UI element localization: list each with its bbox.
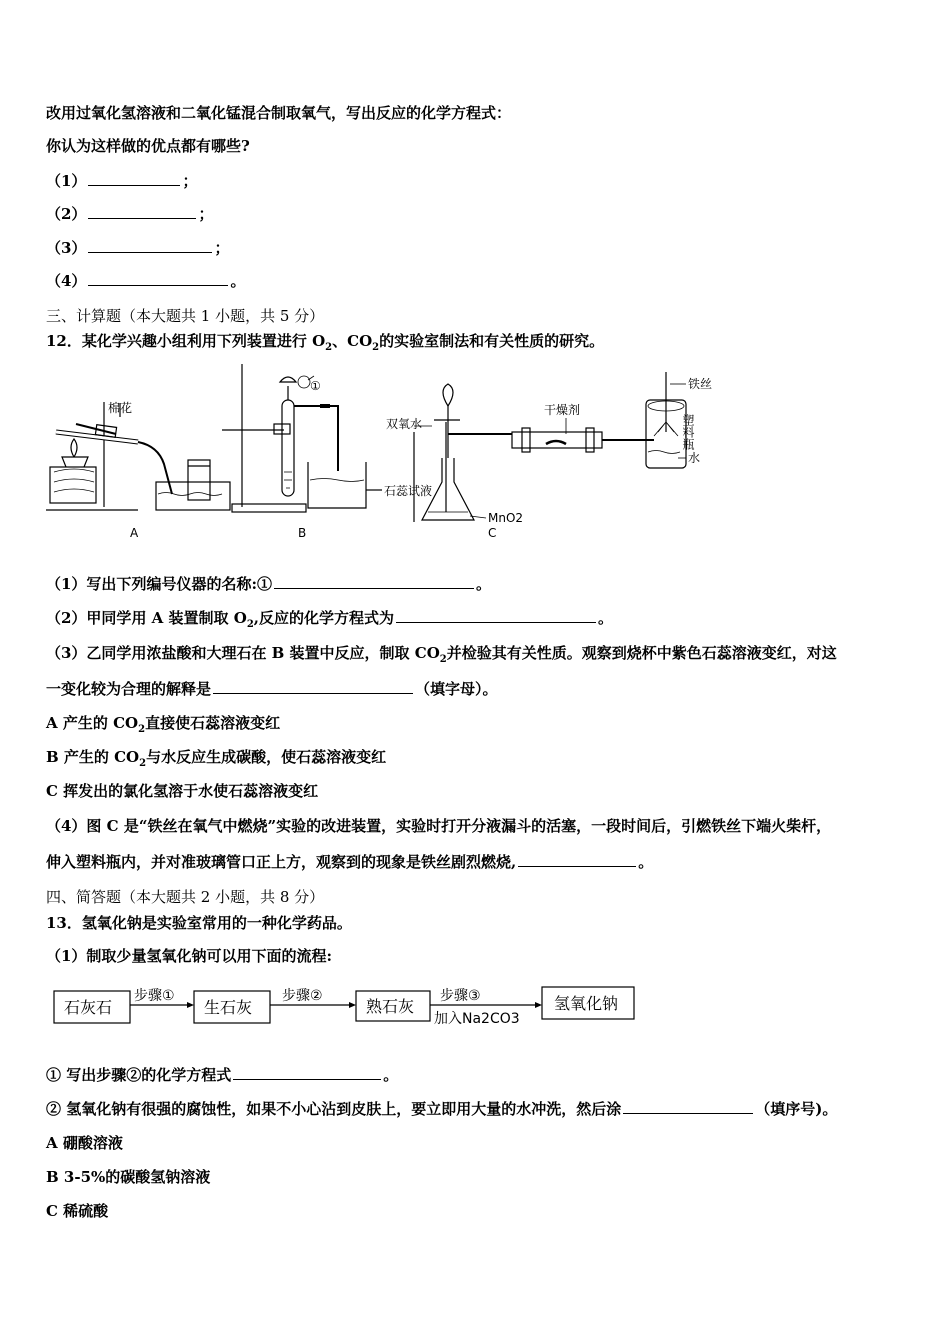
q13-question-2: ② 氢氧化钠有很强的腐蚀性，如果不小心沾到皮肤上，要立即用大量的水冲洗，然后涂 （填序号)。 <box>46 1100 838 1118</box>
answer-blank[interactable] <box>233 1065 381 1080</box>
advantage-item-3: （3） ； <box>46 239 230 257</box>
q12-part-4a: （4）图 C 是“铁丝在氧气中燃烧”实验的改进装置，实验时打开分液漏斗的活塞，一段时间后，引燃铁丝下端火柴杆， <box>46 817 832 835</box>
apparatus-b <box>222 364 382 512</box>
q12-part-3b: 一变化较为合理的解释是 （填字母）。 <box>46 680 498 698</box>
q12-part-4b: 伸入塑料瓶内，并对准玻璃管口正上方，观察到的现象是铁丝剧烈燃烧, 。 <box>46 853 654 871</box>
q13-option-a: A 硼酸溶液 <box>46 1134 123 1152</box>
arrow-head <box>535 1002 542 1008</box>
advantage-item-4: （4） 。 <box>46 272 246 290</box>
label-plastic-bottle: 塑料瓶 <box>681 414 695 450</box>
answer-blank[interactable] <box>518 852 636 867</box>
flow-step-3: 步骤③ <box>440 988 481 1004</box>
intro-line-2: 你认为这样做的优点都有哪些? <box>46 137 250 155</box>
q12-part-2: （2）甲同学用 A 装置制取 $O_2$,反应的化学方程式为 。 <box>46 609 614 630</box>
q13-stem: 13．氢氧化钠是实验室常用的一种化学药品。 <box>46 914 352 932</box>
label-circle-1: ① <box>310 379 321 393</box>
q12-stem: 12．某化学兴趣小组利用下列装置进行 $O_2$、$CO_2$的实验室制法和有关性质的研究。 <box>46 332 605 353</box>
label-iron-wire: 铁丝 <box>688 377 713 391</box>
flow-diagram <box>48 983 638 1029</box>
label-b: B <box>298 526 307 540</box>
label-litmus: 石蕊试液 <box>384 484 433 498</box>
arrow-head <box>187 1002 194 1008</box>
q13-option-b: B 3-5%的碳酸氢钠溶液 <box>46 1168 211 1186</box>
answer-blank[interactable] <box>88 171 180 186</box>
apparatus-figure <box>46 362 736 544</box>
label-desiccant: 干燥剂 <box>544 403 581 417</box>
label-mno2: MnO2 <box>488 511 524 525</box>
flame-icon <box>71 439 77 457</box>
section-heading-3: 三、计算题（本大题共 1 小题，共 5 分） <box>46 307 325 325</box>
flow-add-reagent: 加入Na2CO3 <box>434 1011 520 1027</box>
q12-part-1: （1）写出下列编号仪器的名称:① 。 <box>46 575 491 593</box>
label-cotton: 棉花 <box>108 401 133 415</box>
flow-step-2: 步骤② <box>282 988 323 1004</box>
q12-option-c: C 挥发出的氯化氢溶于水使石蕊溶液变红 <box>46 782 319 800</box>
apparatus-a <box>46 402 230 510</box>
apparatus-c <box>414 372 686 522</box>
label-a: A <box>130 526 139 540</box>
q12-option-b: B 产生的 $CO_2$与水反应生成碳酸，使石蕊溶液变红 <box>46 748 387 769</box>
test-tube <box>282 400 294 496</box>
answer-blank[interactable] <box>274 574 474 589</box>
answer-blank[interactable] <box>88 271 228 286</box>
flow-label-slaked-lime: 熟石灰 <box>366 997 415 1016</box>
label-c: C <box>488 526 497 540</box>
flow-label-quicklime: 生石灰 <box>204 998 253 1017</box>
q13-question-1: ① 写出步骤②的化学方程式 。 <box>46 1066 399 1084</box>
q13-option-c: C 稀硫酸 <box>46 1202 109 1220</box>
section-heading-4: 四、简答题（本大题共 2 小题，共 8 分） <box>46 888 325 906</box>
advantage-item-1: （1） ； <box>46 172 198 190</box>
q12-option-a: A 产生的 $CO_2$直接使石蕊溶液变红 <box>46 714 281 735</box>
intro-line-1: 改用过氧化氢溶液和二氧化锰混合制取氧气，写出反应的化学方程式： <box>46 104 512 122</box>
funnel <box>280 377 296 400</box>
advantage-item-2: （2） ； <box>46 205 214 223</box>
answer-blank[interactable] <box>623 1099 753 1114</box>
lamp-block <box>50 467 96 503</box>
q13-part-1: （1）制取少量氢氧化钠可以用下面的流程: <box>46 947 332 965</box>
flow-label-limestone: 石灰石 <box>64 998 113 1017</box>
answer-blank[interactable] <box>88 238 212 253</box>
flow-step-1: 步骤① <box>134 988 175 1004</box>
label-h2o2: 双氧水 <box>386 417 423 431</box>
separatory-funnel <box>443 384 453 406</box>
flow-label-sodium-hydroxide: 氢氧化钠 <box>554 994 619 1013</box>
answer-blank[interactable] <box>396 608 596 623</box>
arrow-head <box>349 1002 356 1008</box>
alcohol-lamp <box>62 457 88 467</box>
answer-blank[interactable] <box>88 204 196 219</box>
answer-blank[interactable] <box>213 679 413 694</box>
label-water: 水 <box>688 451 701 465</box>
q12-part-3a: （3）乙同学用浓盐酸和大理石在 B 装置中反应，制取 $CO_2$并检验其有关性质。观察到烧杯中紫色石蕊溶液变红，对这 <box>46 644 837 665</box>
